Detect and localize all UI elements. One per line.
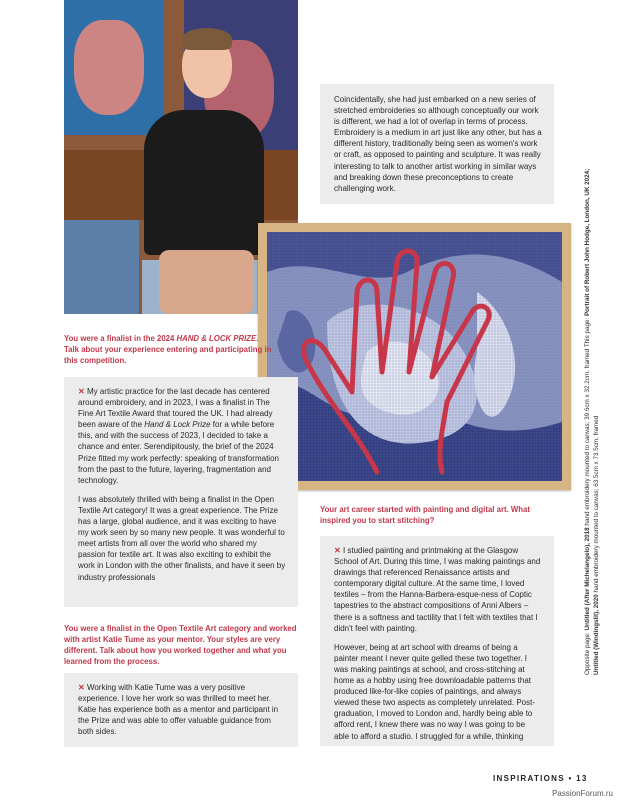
- cross-mark-icon: ✕: [334, 546, 341, 555]
- cross-mark-icon: ✕: [78, 387, 85, 396]
- artist-hair: [182, 28, 232, 50]
- intro-paragraph: Coincidentally, she had just embarked on a new series of stretched embroideries so although conceptually our work is different, we had a lot of overlap in terms of process. Embroidery is a medium in art just like any other, but has a different history, traditionally being seen as women's work or craft, as opposed to painting and sculpture. It was really interesting to talk to another artist working in similar ways and breaking down these preconceptions to create challenging work.: [334, 95, 542, 193]
- page-number: 13: [576, 774, 588, 783]
- answer-2-box: [64, 673, 298, 747]
- black-tshirt: [144, 110, 264, 255]
- answer-3-paragraph-1: ✕ I studied painting and printmaking at the Glasgow School of Art. During this time, I was making paintings and drawings that referenced Renaissance artists and contemporary digital culture. At the same time, I loved textiles – from the Hanna-Barbera-esque-ness of Coptic tapestries to the abstract compositions of Anni Albers – there is a softness and tactility that I felt with textiles that I didn't feel with painting.: [334, 546, 541, 633]
- answer-3-box: [320, 536, 554, 746]
- answer-1-paragraph-1: ✕ My artistic practice for the last decade has centered around embroidery, and in 2023, I was a finalist in The Fine Art Textile Award that toured the UK. I had already been aware of the Hand & Lock Prize for a while before this, and with the success of 2023, I decided to take a chance and enter. Serendipitously, the brief of the 2024 Prize fitted my work perfectly: speaking of transformation from the past to the future, layering, fragmentation and technology.: [78, 387, 279, 485]
- background-artwork-left: [64, 0, 164, 135]
- framed-embroidery: [258, 223, 571, 490]
- answer-1-box: [64, 377, 298, 607]
- intro-box: [320, 84, 554, 204]
- cross-mark-icon: ✕: [78, 683, 85, 692]
- page-folio: [493, 774, 588, 783]
- question-1: You were a finalist in the 2024 HAND & LOCK PRIZE. Talk about your experience entering and participating in this competition.: [64, 334, 272, 365]
- background-artwork-hand: [64, 220, 139, 314]
- watermark: PassionForum.ru: [552, 789, 613, 798]
- answer-1-paragraph-2: I was absolutely thrilled with being a finalist in the Open Textile Art category! It was a great experience. The Prize has a large, global audience, and it was exciting to have my work seen by so many new people. It was wonderful to meet artists from all over the world who shared my passion for textile art. It was also exciting to exhibit the work in London with the other finalists, and have it seen by industry professionals: [78, 494, 286, 582]
- answer-3-paragraph-2: However, being at art school with dreams of being a painter meant I never quite gelled these two together. I was making paintings at school, and cross-stitching at home as a hobby using free downloadable patterns that produced like-for-like copies of paintings, and always viewed these two aspects as completely unrelated. Post-graduation, I moved to London and, hardly being able to afford rent, I knew there was no way I was going to be able to afford a studio. I struggled for a while, thinking: [334, 642, 535, 741]
- section-name: INSPIRATIONS: [493, 774, 565, 783]
- folio-separator: •: [568, 774, 573, 783]
- question-2: You were a finalist in the Open Textile Art category and worked with artist Katie Tume as your mentor. Your styles are very different. Talk about how you worked together and what you learned from the process.: [64, 624, 297, 666]
- embroidery-canvas: [267, 232, 562, 481]
- answer-2-paragraph: ✕ Working with Katie Tume was a very positive experience. I love her work so was thrilled to meet her. Katie has experience both as a mentor and participant in the Prize and was able to offer valuable guidance from both sides.: [78, 683, 279, 737]
- hands: [159, 250, 254, 314]
- photo-caption-line-2: Untitled (Windingslit), 2020 hand embroidery mounted to canvas; 63.5cm x 73.5cm, framed: [593, 415, 600, 675]
- question-3: Your art career started with painting and digital art. What inspired you to start stitching?: [320, 505, 530, 525]
- photo-caption-line-1: Opposite page: Untitled (After Michelangelo), 2018 hand embroidery mounted to canvas; 39.6cm x 32.2cm, framed This page: Portrait of Robert John Hodge, London, UK 2024;: [584, 168, 591, 675]
